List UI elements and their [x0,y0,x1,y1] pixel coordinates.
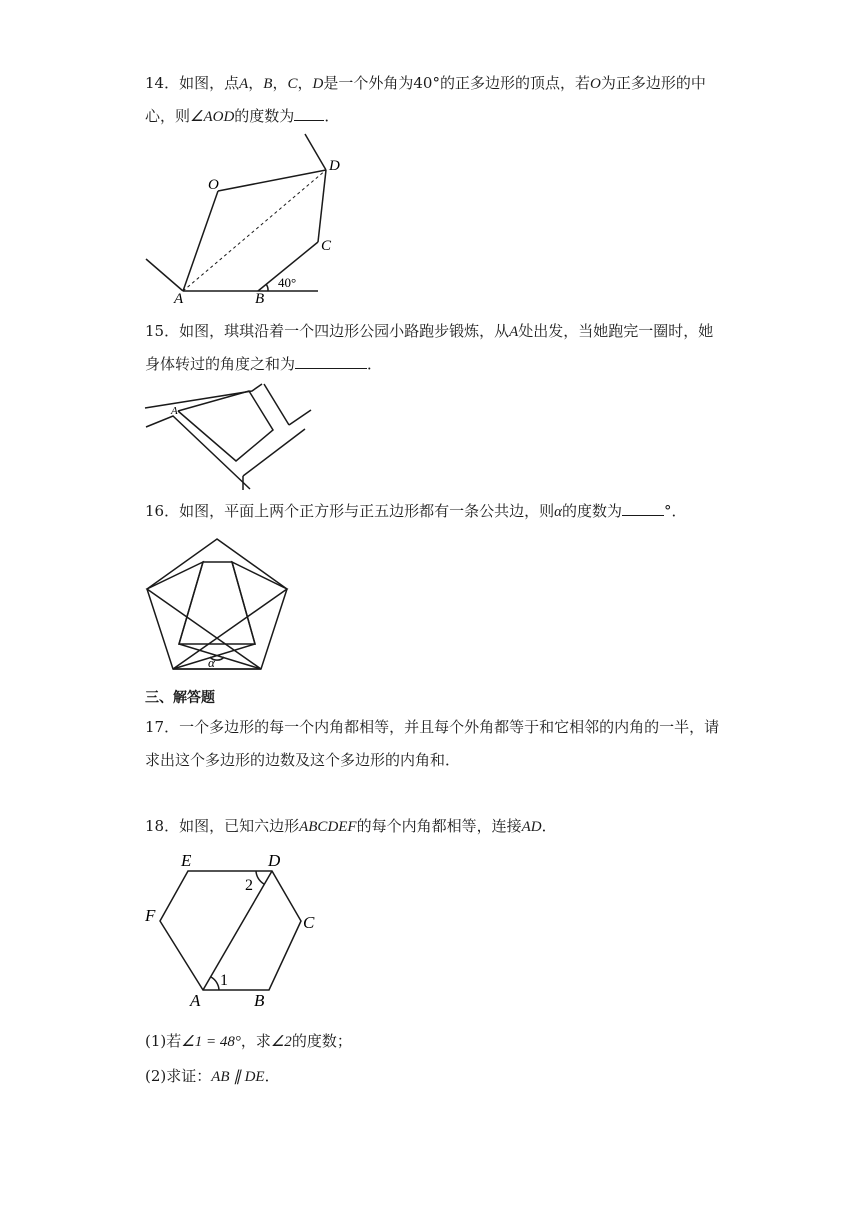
q18-label-1: 1 [220,972,228,989]
q14-label-O: O [208,177,219,193]
q18-label-B: B [254,991,265,1010]
q17-number: 17． [145,718,180,736]
q18-label-E: E [181,851,192,870]
q18-number: 18． [145,817,180,835]
q16-line: 16．如图，平面上两个正方形与正五边形都有一条公共边，则α的度数为 °． [145,502,687,520]
q18-label-F: F [145,906,156,925]
q18-label-C: C [303,913,315,932]
q17-line2: 求出这个多边形的边数及这个多边形的内角和． [145,751,461,769]
q15-line2: 身体转过的角度之和为 ． [145,355,383,373]
q15-line1: 15．如图，琪琪沿着一个四边形公园小路跑步锻炼，从A处出发，当她跑完一圈时，她 [145,322,714,340]
q18-part1: (1)若∠1 = 48°，求∠2的度数； [145,1032,352,1050]
q14-label-B: B [255,291,265,307]
q17-line1: 17．一个多边形的每一个内角都相等，并且每个外角都等于和它相邻的内角的一半，请 [145,718,720,736]
q18-label-D: D [268,851,281,870]
q16-number: 16． [145,502,180,520]
q18-part2: (2)求证：AB ∥ DE． [145,1067,280,1085]
q14-number: 14． [145,74,180,92]
q14-label-C: C [321,238,332,254]
q18-line: 18．如图，已知六边形ABCDEF的每个内角都相等，连接AD． [145,817,557,835]
q18-label-2: 2 [245,877,253,894]
q15-number: 15． [145,322,180,340]
q18-label-A: A [190,991,201,1010]
q15-label-A: A [171,405,178,417]
q14-line2: 心，则∠AOD的度数为 ． [145,107,340,125]
q14-line1: 14．如图，点A，B，C，D是一个外角为40°的正多边形的顶点，若O为正多边形的中 [145,74,706,92]
q16-label-alpha: α [208,655,215,670]
section-title: 三、解答题 [145,690,215,706]
q14-label-A: A [174,291,184,307]
q14-label-angle: 40° [278,275,297,290]
q14-label-D: D [329,158,340,174]
